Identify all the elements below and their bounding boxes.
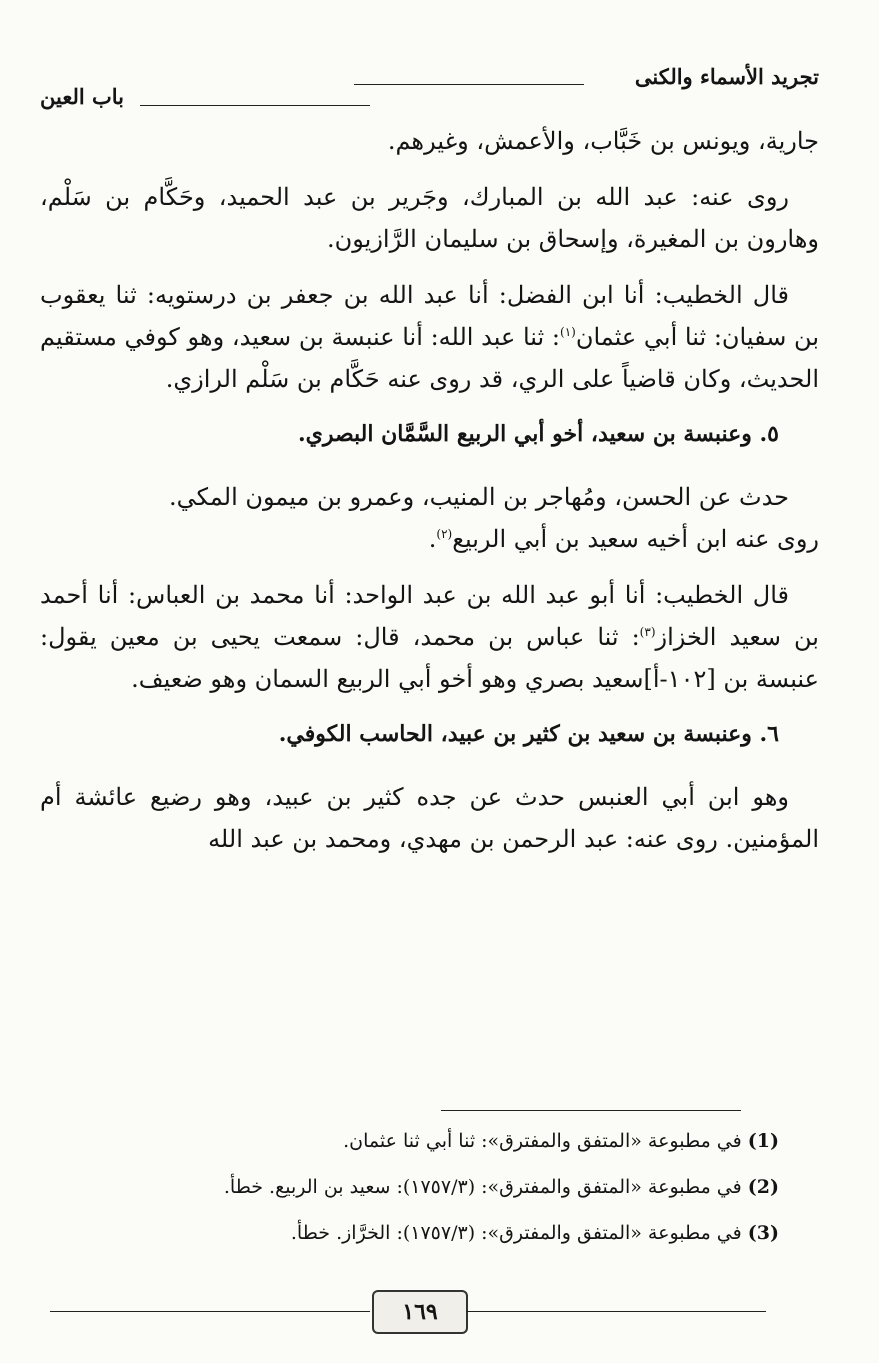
footnote [80, 1220, 779, 1246]
footnote [80, 1128, 779, 1154]
footnote-text: في مطبوعة «المتفق والمفترق»: (١٧٥٧/٣): سعيد بن الربيع. خطأ. [223, 1176, 742, 1198]
footnote-ref[interactable]: (٢) [436, 527, 453, 541]
paragraph-text: روى عنه ابن أخيه سعيد بن أبي الربيع [452, 525, 819, 553]
book-title: تجريد الأسماء والكنى [634, 64, 819, 89]
chapter-title: باب العين [40, 84, 125, 109]
paragraph-text: قال الخطيب: أنا أبو عبد الله بن عبد الواحد: أنا محمد بن العباس: أنا أحمد بن سعيد الخزاز [40, 581, 819, 651]
paragraph: وهو ابن أبي العنبس حدث عن جده كثير بن عبيد، وهو رضيع عائشة أم المؤمنين. روى عنه: عبد الرحمن بن مهدي، ومحمد بن عبد الله [40, 783, 819, 853]
paragraph-text: قال الخطيب: أنا ابن الفضل: أنا عبد الله بن جعفر بن درستويه: ثنا يعقوب بن سفيان: ثنا أبي عثمان [40, 281, 819, 351]
paragraph [40, 274, 819, 400]
paragraph [40, 518, 819, 560]
page-number: ١٦٩ [372, 1290, 468, 1334]
footnote-number: (2) [747, 1176, 779, 1198]
header-rule [140, 105, 370, 106]
paragraph [40, 574, 819, 700]
footnote-ref[interactable]: (٣) [639, 625, 656, 639]
paragraph: حدث عن الحسن، ومُهاجر بن المنيب، وعمرو بن ميمون المكي. [169, 483, 789, 511]
paragraph-text: : ثنا عبد الله: أنا عنبسة بن سعيد، وهو كوفي مستقيم الحديث، وكان قاضياً على الري، قد روى عنه حَكَّام بن سَلْم الرازي. [40, 323, 819, 393]
footnote-text: في مطبوعة «المتفق والمفترق»: (١٧٥٧/٣): الخرَّاز. خطأ. [290, 1222, 742, 1244]
footnote-separator [441, 1110, 741, 1111]
paragraph-text: . [428, 525, 437, 553]
footnote-ref[interactable]: (١) [560, 325, 576, 339]
header-rule [354, 84, 584, 85]
main-text [40, 120, 819, 874]
entry-heading: ٥. وعنبسة بن سعيد، أخو أبي الربيع السَّمَّان البصري. [297, 421, 779, 447]
footer-rule [466, 1311, 766, 1312]
entry-heading: ٦. وعنبسة بن سعيد بن كثير بن عبيد، الحاسب الكوفي. [278, 721, 779, 747]
paragraph: جارية، ويونس بن خَبَّاب، والأعمش، وغيرهم. [387, 127, 819, 155]
paragraph-text: : ثنا عباس بن محمد، قال: سمعت يحيى بن معين يقول: عنبسة بن [١٠٢-أ]سعيد بصري وهو أخو أبي الربيع السمان وهو ضعيف. [40, 623, 819, 693]
paragraph: روى عنه: عبد الله بن المبارك، وجَرير بن عبد الحميد، وحَكَّام بن سَلْم، وهارون بن المغيرة، وإسحاق بن سليمان الرَّازيون. [40, 183, 819, 253]
running-header [40, 58, 819, 109]
footnote-number: (3) [747, 1222, 779, 1244]
footer-rule [50, 1311, 370, 1312]
footnote-number: (1) [747, 1130, 779, 1152]
footnote [80, 1174, 779, 1200]
footnotes [80, 1128, 779, 1266]
footnote-text: في مطبوعة «المتفق والمفترق»: ثنا أبي ثنا عثمان. [343, 1130, 742, 1152]
